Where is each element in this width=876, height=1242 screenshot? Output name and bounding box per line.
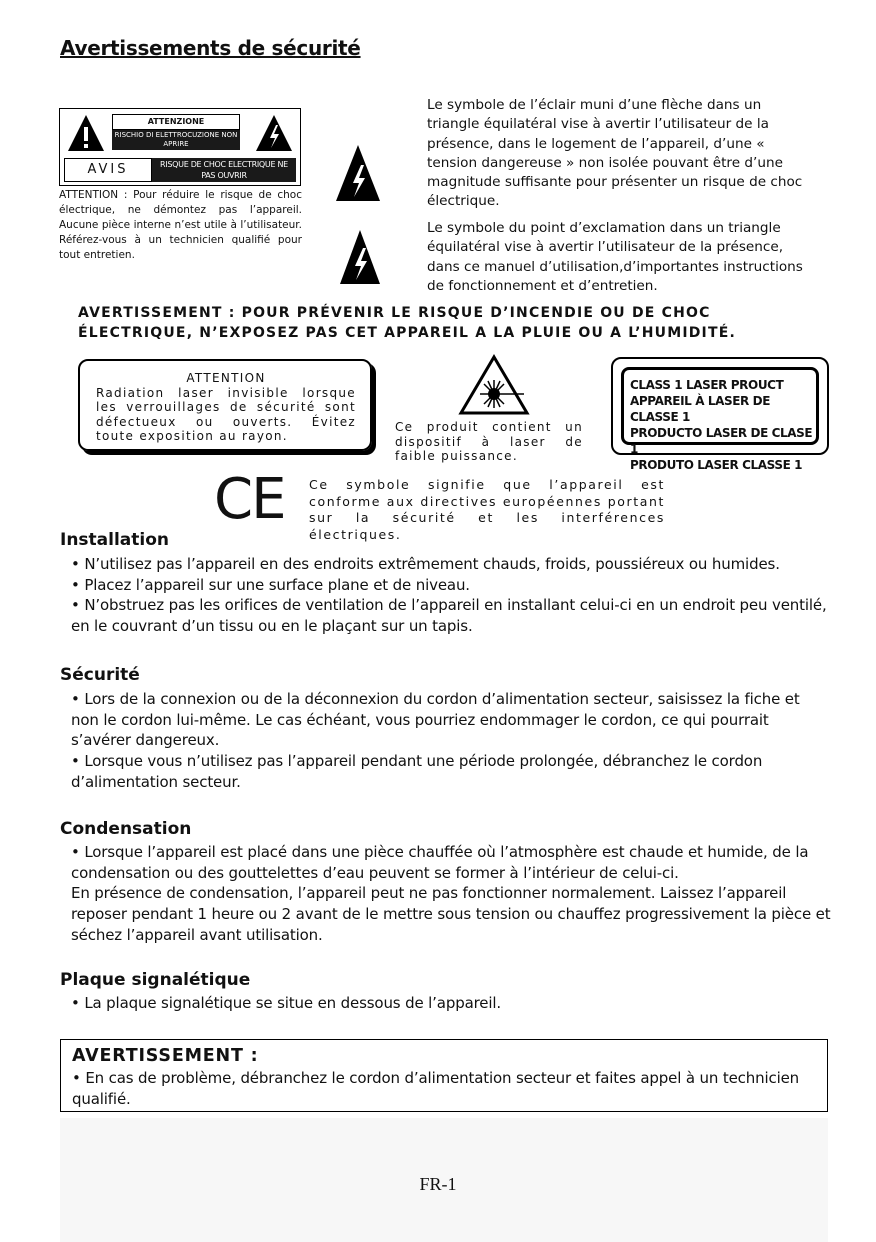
- fire-shock-warning-line1: AVERTISSEMENT : POUR PRÉVENIR LE RISQUE D’INCENDIE OU DE CHOC: [78, 305, 711, 321]
- exclamation-triangle-icon: [66, 113, 106, 153]
- laser-class-line: CLASS 1 LASER PROUCT: [630, 378, 784, 392]
- laser-class-inner: [621, 367, 819, 472]
- laser-class-label: [611, 357, 829, 472]
- exclamation-description: Le symbole du point d’exclamation dans un triangle équilatéral vise à avertir l’utilisateur de la présence, dans ce manuel d’utilisation,d’importantes instructions de fonctionnement et d’entretien.: [427, 220, 803, 294]
- fire-shock-warning: [78, 303, 838, 343]
- radiation-text: Radiation laser invisible lorsque les verrouillages de sécurité sont défectueux ou ouverts. Évitez toute exposition au rayon.: [96, 385, 356, 443]
- list-item: En présence de condensation, l’appareil peut ne pas fonctionner normalement. Laissez l’appareil reposer pendant 1 heure ou 2 avant de le mettre sous tension ou chauffez progressivement la pièce et séchez l’appareil avant utilisation.: [71, 884, 831, 944]
- plaque-heading: Plaque signalétique: [60, 970, 251, 990]
- avertissement-text: • En cas de problème, débranchez le cordon d’alimentation secteur et faites appel à un technicien qualifié.: [72, 1069, 800, 1108]
- list-item: • N’utilisez pas l’appareil en des endroits extrêmement chauds, froids, poussiéreux ou humides.: [71, 555, 780, 573]
- caution-rischio: RISCHIO DI ELETTROCUZIONE NON APRIRE: [112, 130, 240, 150]
- condensation-list: [71, 842, 831, 946]
- list-item: • Lorsque vous n’utilisez pas l’appareil pendant une période prolongée, débranchez le cordon d’alimentation secteur.: [71, 752, 763, 791]
- page-number: FR-1: [419, 1174, 457, 1194]
- caution-text: ATTENTION : Pour réduire le risque de choc électrique, ne démontez pas l’appareil. Aucune pièce interne n’est utile à l’utilisateur. Référez-vous à un technicien qualifié pour tout entretien.: [59, 189, 302, 261]
- lightning-symbol-icon: [334, 143, 382, 203]
- lightning-triangle-icon: [254, 113, 294, 153]
- securite-heading: Sécurité: [60, 665, 140, 685]
- avertissement-title: AVERTISSEMENT :: [72, 1046, 259, 1066]
- lightning-symbol-icon-2: [338, 228, 382, 286]
- caution-label: [59, 108, 301, 186]
- caution-avis: AVIS: [64, 158, 152, 182]
- laser-warning-icon: [458, 354, 530, 416]
- list-item: • Lors de la connexion ou de la déconnexion du cordon d’alimentation secteur, saisissez la fiche et non le cordon lui-même. Le cas échéant, vous pourriez endommager le cordon, ce qui pourrait s’avérer dangereux.: [71, 690, 800, 750]
- caution-risque: RISQUE DE CHOC ELECTRIQUE NE PAS OUVRIR: [152, 158, 296, 182]
- installation-list: [71, 554, 831, 637]
- fire-shock-warning-line2: ÉLECTRIQUE, N’EXPOSEZ PAS CET APPAREIL A LA PLUIE OU A L’HUMIDITÉ.: [78, 325, 736, 341]
- installation-heading: Installation: [60, 530, 170, 550]
- list-item: • N’obstruez pas les orifices de ventilation de l’appareil en installant celui-ci en un endroit peu ventilé, en le couvrant d’un tissu ou en le plaçant sur un tapis.: [71, 596, 827, 636]
- avertissement-box: [60, 1039, 828, 1112]
- caution-attenzione: ATTENZIONE: [112, 114, 240, 130]
- laser-class-line: APPAREIL À LASER DE CLASSE 1: [630, 394, 771, 424]
- laser-class-line: PRODUCTO LASER DE CLASE 1: [630, 426, 813, 456]
- condensation-heading: Condensation: [60, 819, 192, 839]
- ce-mark-icon: CE: [214, 467, 285, 532]
- lightning-description: Le symbole de l’éclair muni d’une flèche dans un triangle équilatéral vise à avertir l’utilisateur de la présence, dans le logement de l’appareil, d’une « tension dangereuse » non isolée pouvant être d’une magnitude suffisante pour présenter un risque de choc électrique.: [427, 97, 803, 210]
- list-item: • La plaque signalétique se situe en dessous de l’appareil.: [71, 994, 502, 1012]
- radiation-title: ATTENTION: [186, 371, 266, 385]
- plaque-list: [71, 993, 831, 1014]
- list-item: • Lorsque l’appareil est placé dans une pièce chauffée où l’atmosphère est chaude et humide, de la condensation ou des gouttelettes d’eau peuvent se former à l’intérieur de celui-ci.: [71, 843, 809, 882]
- radiation-warning-box: [78, 359, 372, 451]
- laser-class-line: PRODUTO LASER CLASSE 1: [630, 458, 803, 472]
- list-item: • Placez l’appareil sur une surface plane et de niveau.: [71, 575, 470, 594]
- securite-list: [71, 689, 831, 793]
- laser-description: Ce produit contient un dispositif à laser de faible puissance.: [395, 420, 583, 463]
- ce-description: Ce symbole signifie que l’appareil est conforme aux directives européennes portant sur la sécurité et les interférences électriques.: [309, 477, 665, 542]
- page-title: Avertissements de sécurité: [60, 36, 361, 60]
